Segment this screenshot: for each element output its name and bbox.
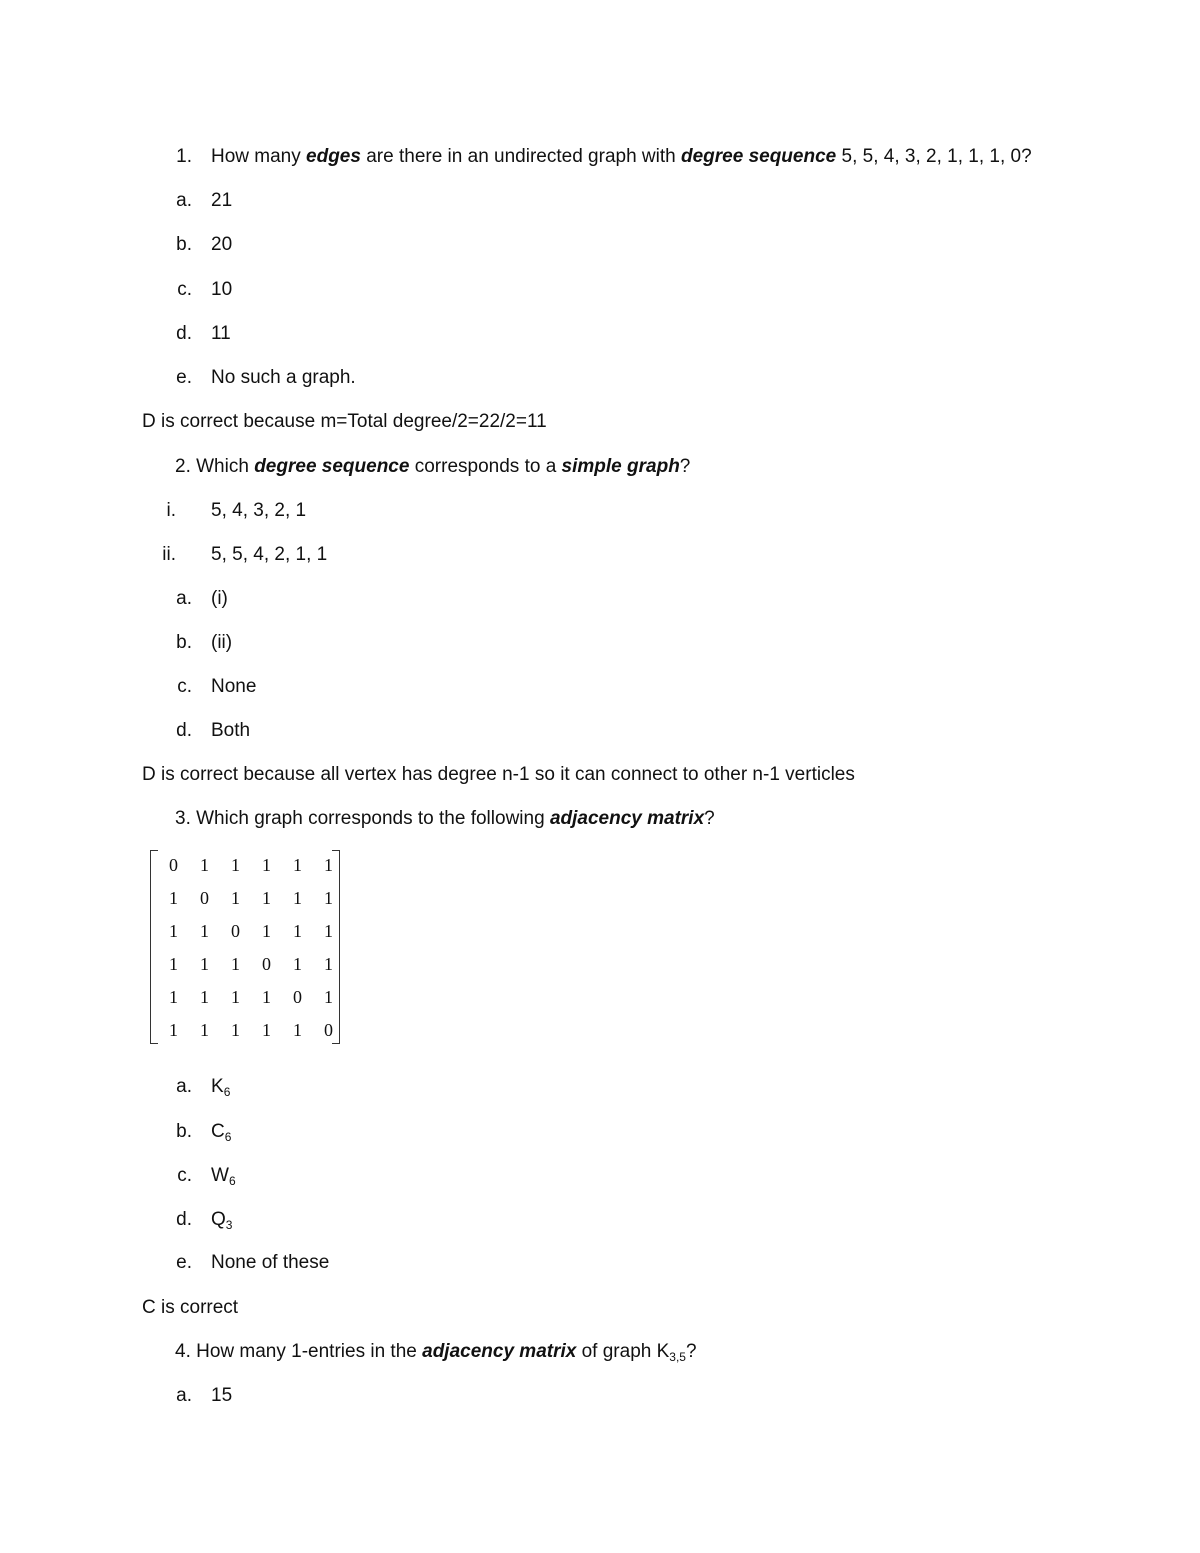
- matrix-left-bracket: [150, 850, 158, 1044]
- answer-text: C is correct: [142, 1297, 239, 1318]
- matrix-cell: 1: [200, 855, 209, 875]
- matrix-cell: 0: [169, 855, 178, 875]
- option-text: (i): [211, 588, 228, 609]
- matrix-cell: 0: [262, 954, 271, 974]
- option-text: Both: [211, 720, 251, 741]
- matrix-cell: 1: [231, 987, 240, 1007]
- option-text: 10: [211, 279, 233, 300]
- option-label: e.: [176, 1252, 192, 1273]
- matrix-cell: 1: [200, 954, 209, 974]
- option-label: c.: [177, 279, 192, 300]
- option-label: b.: [176, 632, 192, 653]
- matrix-cell: 1: [293, 1020, 302, 1040]
- matrix-cell: 1: [169, 987, 178, 1007]
- matrix-cell: 0: [231, 921, 240, 941]
- matrix-cell: 1: [231, 855, 240, 875]
- option-label: a.: [176, 190, 192, 211]
- matrix-cell: 1: [324, 954, 333, 974]
- matrix-cell: 1: [293, 921, 302, 941]
- emphasis: adjacency matrix: [422, 1341, 577, 1362]
- emphasis: degree sequence: [254, 456, 410, 477]
- matrix-cell: 1: [324, 921, 333, 941]
- option-label: b.: [176, 1121, 192, 1142]
- answer-text: D is correct because m=Total degree/2=22/2=11: [142, 411, 547, 432]
- matrix-cell: 1: [231, 888, 240, 908]
- question-4-text: 4. How many 1-entries in the adjacency matrix of graph $K_{3,5}$?: [175, 1341, 697, 1364]
- matrix-cell: 1: [324, 855, 333, 875]
- option-text: No such a graph.: [211, 367, 356, 388]
- matrix-cell: 1: [324, 987, 333, 1007]
- matrix-cell: 1: [262, 888, 271, 908]
- matrix-cell: 1: [262, 921, 271, 941]
- option-label: a.: [176, 588, 192, 609]
- sequence-text: 5, 5, 4, 2, 1, 1: [211, 544, 328, 565]
- option-label: d.: [176, 1209, 192, 1230]
- matrix-cell: 1: [293, 888, 302, 908]
- matrix-cell: 1: [262, 855, 271, 875]
- question-1-text: How many edges are there in an undirected graph with degree sequence 5, 5, 4, 3, 2, 1, 1, 1, 0?: [211, 146, 1032, 167]
- matrix-cell: 1: [231, 1020, 240, 1040]
- question-number: 1.: [176, 146, 192, 167]
- matrix-grid: [158, 852, 344, 1050]
- matrix-cell: 1: [200, 987, 209, 1007]
- matrix-cell: 1: [293, 855, 302, 875]
- option-label: a.: [176, 1076, 192, 1097]
- sequence-label: ii.: [162, 544, 176, 565]
- option-label: e.: [176, 367, 192, 388]
- matrix-cell: 0: [200, 888, 209, 908]
- option-text: None of these: [211, 1252, 330, 1273]
- emphasis: simple graph: [561, 456, 680, 477]
- matrix-cell: 1: [200, 921, 209, 941]
- matrix-cell: 0: [293, 987, 302, 1007]
- matrix-cell: 1: [262, 1020, 271, 1040]
- matrix-cell: 1: [169, 921, 178, 941]
- option-text: 20: [211, 234, 233, 255]
- option-text: 15: [211, 1385, 233, 1406]
- matrix-cell: 1: [200, 1020, 209, 1040]
- question-2-text: 2. Which degree sequence corresponds to a simple graph?: [175, 456, 691, 477]
- emphasis: degree sequence: [680, 146, 837, 167]
- option-label: a.: [176, 1385, 192, 1406]
- answer-text: D is correct because all vertex has degree n-1 so it can connect to other n-1 verticles: [142, 764, 855, 785]
- option-text: $Q_3$: [211, 1209, 233, 1232]
- matrix-cell: 1: [169, 888, 178, 908]
- matrix-cell: 1: [262, 987, 271, 1007]
- option-text: $K_6$: [211, 1076, 231, 1099]
- emphasis: adjacency matrix: [549, 808, 705, 829]
- option-label: c.: [177, 1165, 192, 1186]
- question-3-text: 3. Which graph corresponds to the following adjacency matrix?: [175, 808, 715, 829]
- option-text: (ii): [211, 632, 233, 653]
- option-text: $C_6$: [211, 1121, 232, 1144]
- matrix-cell: 1: [293, 954, 302, 974]
- emphasis: edges: [306, 146, 361, 167]
- option-text: None: [211, 676, 257, 697]
- adjacency-matrix: [150, 850, 340, 1044]
- sequence-label: i.: [166, 500, 176, 521]
- sequence-text: 5, 4, 3, 2, 1: [211, 500, 307, 521]
- option-label: b.: [176, 234, 192, 255]
- option-text: $W_6$: [211, 1165, 236, 1188]
- matrix-cell: 1: [231, 954, 240, 974]
- option-text: 21: [211, 190, 233, 211]
- matrix-cell: 1: [324, 888, 333, 908]
- option-label: c.: [177, 676, 192, 697]
- matrix-cell: 1: [169, 1020, 178, 1040]
- matrix-cell: 0: [324, 1020, 333, 1040]
- matrix-cell: 1: [169, 954, 178, 974]
- option-label: d.: [176, 323, 192, 344]
- option-text: 11: [211, 323, 231, 344]
- option-label: d.: [176, 720, 192, 741]
